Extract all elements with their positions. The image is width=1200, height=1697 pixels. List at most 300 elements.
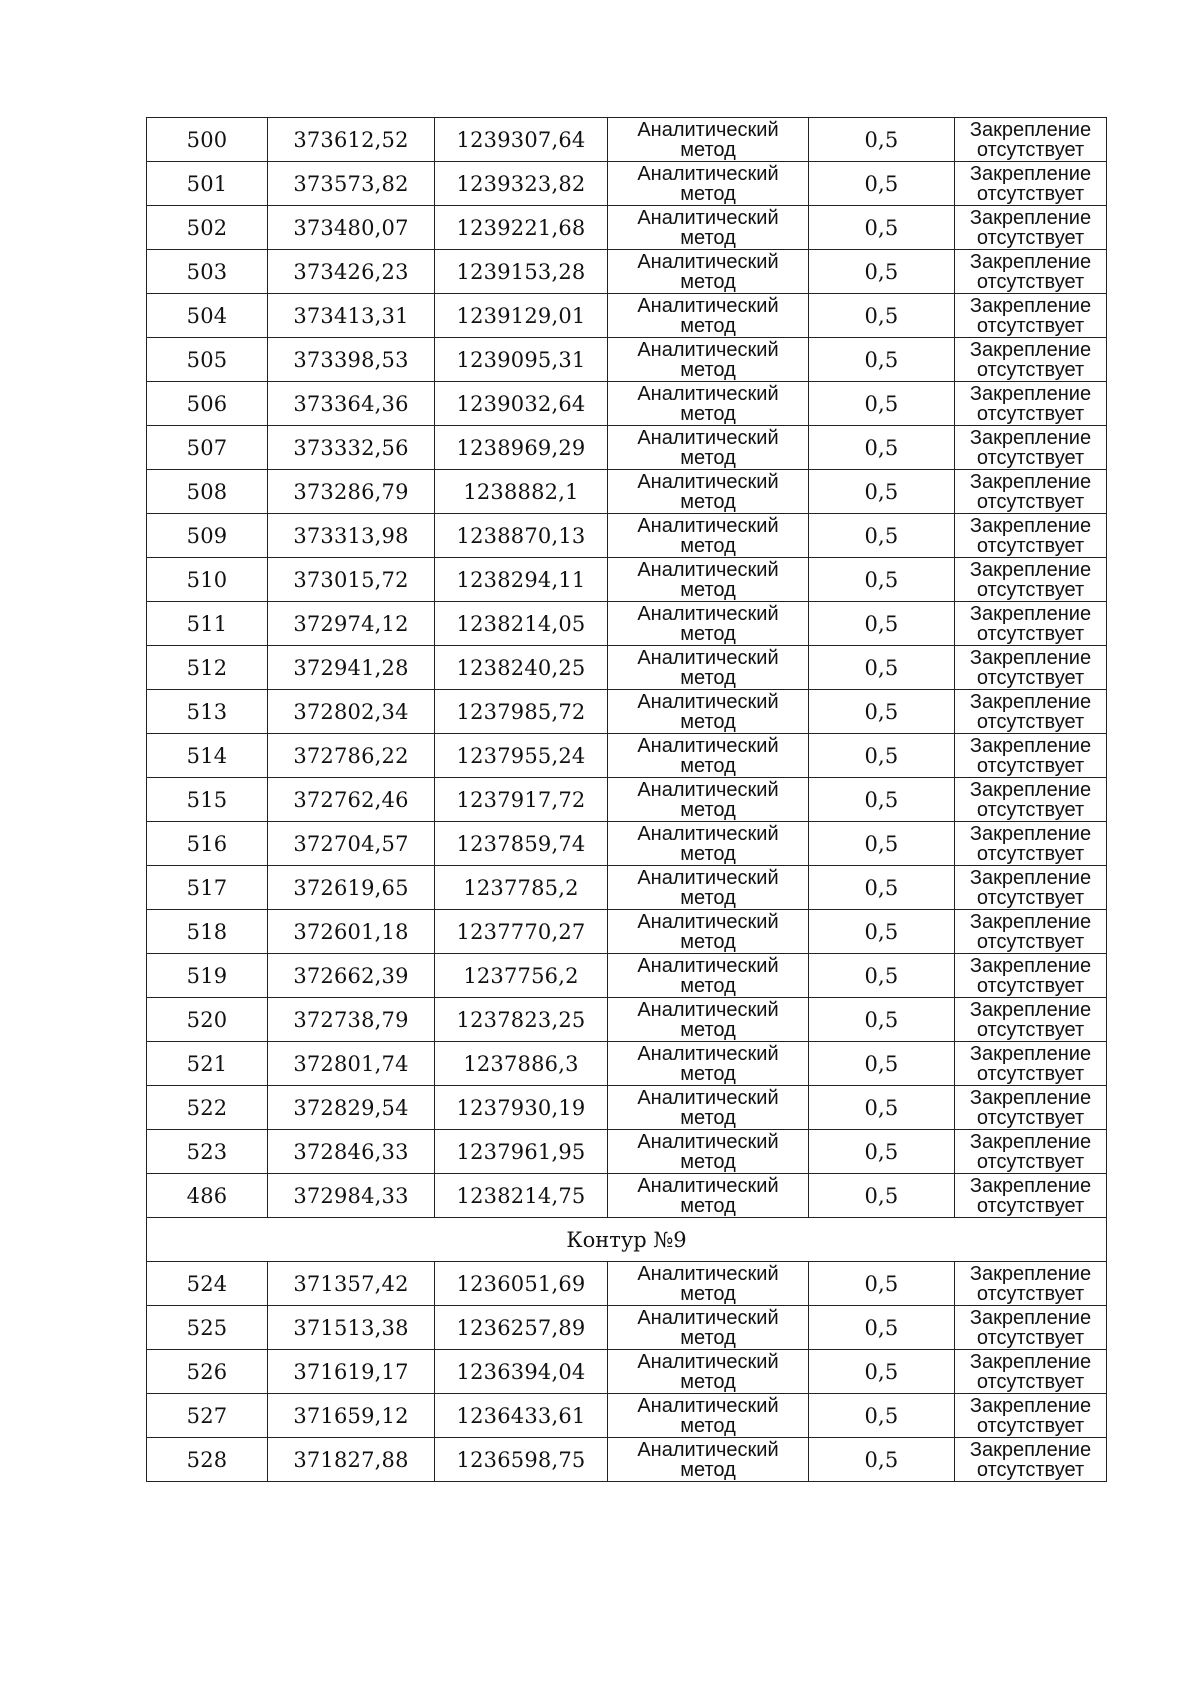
y-coordinate-cell: 1237770,27 (435, 910, 608, 954)
fixation-cell (955, 690, 1107, 734)
fixation-cell-line-1: Закрепление (969, 1262, 1092, 1285)
method-cell (608, 822, 809, 866)
fixation-cell-line-1: Закрепление (969, 1130, 1092, 1153)
method-cell (608, 1086, 809, 1130)
table-row (147, 1130, 1107, 1174)
method-cell-line-2: метод (680, 402, 736, 425)
method-cell-line-2: метод (680, 886, 736, 909)
method-cell-line-1: Аналитический (637, 602, 779, 625)
y-coordinate-cell: 1238969,29 (435, 426, 608, 470)
method-cell-line-1: Аналитический (637, 822, 779, 845)
fixation-cell-line-1: Закрепление (969, 998, 1092, 1021)
y-coordinate-cell: 1237785,2 (435, 866, 608, 910)
accuracy-cell: 0,5 (809, 954, 955, 998)
fixation-cell-line-2: отсутствует (976, 402, 1085, 425)
fixation-cell-line-1: Закрепление (969, 602, 1092, 625)
x-coordinate-cell: 372974,12 (268, 602, 435, 646)
fixation-cell (955, 206, 1107, 250)
method-cell (608, 602, 809, 646)
fixation-cell-line-1: Закрепление (969, 822, 1092, 845)
x-coordinate-cell: 373480,07 (268, 206, 435, 250)
accuracy-cell: 0,5 (809, 778, 955, 822)
accuracy-cell: 0,5 (809, 1042, 955, 1086)
x-coordinate-cell: 373364,36 (268, 382, 435, 426)
method-cell (608, 118, 809, 162)
method-cell-line-2: метод (680, 622, 736, 645)
table-row (147, 470, 1107, 514)
table-row (147, 866, 1107, 910)
method-cell-line-2: метод (680, 270, 736, 293)
fixation-cell-line-2: отсутствует (976, 1018, 1085, 1041)
point-number-cell: 522 (147, 1086, 268, 1130)
x-coordinate-cell: 372704,57 (268, 822, 435, 866)
method-cell-line-1: Аналитический (637, 910, 779, 933)
y-coordinate-cell: 1238240,25 (435, 646, 608, 690)
table-row (147, 1086, 1107, 1130)
x-coordinate-cell: 371513,38 (268, 1306, 435, 1350)
y-coordinate-cell: 1237823,25 (435, 998, 608, 1042)
fixation-cell-line-1: Закрепление (969, 558, 1092, 581)
fixation-cell (955, 118, 1107, 162)
method-cell-line-2: метод (680, 710, 736, 733)
fixation-cell-line-2: отсутствует (976, 754, 1085, 777)
fixation-cell-line-2: отсутствует (976, 138, 1085, 161)
method-cell-line-2: метод (680, 534, 736, 557)
x-coordinate-cell: 371659,12 (268, 1394, 435, 1438)
table-row (147, 646, 1107, 690)
table-row (147, 206, 1107, 250)
point-number-cell: 506 (147, 382, 268, 426)
method-cell-line-2: метод (680, 138, 736, 161)
point-number-cell: 509 (147, 514, 268, 558)
point-number-cell: 510 (147, 558, 268, 602)
method-cell-line-1: Аналитический (637, 250, 779, 273)
method-cell-line-1: Аналитический (637, 382, 779, 405)
table-row (147, 1438, 1107, 1482)
fixation-cell-line-1: Закрепление (969, 1394, 1092, 1417)
accuracy-cell: 0,5 (809, 602, 955, 646)
fixation-cell-line-1: Закрепление (969, 1350, 1092, 1373)
accuracy-cell: 0,5 (809, 250, 955, 294)
method-cell-line-2: метод (680, 1326, 736, 1349)
fixation-cell-line-2: отсутствует (976, 1414, 1085, 1437)
fixation-cell (955, 602, 1107, 646)
point-number-cell: 500 (147, 118, 268, 162)
method-cell-line-2: метод (680, 1414, 736, 1437)
method-cell-line-1: Аналитический (637, 1438, 779, 1461)
table-row (147, 1262, 1107, 1306)
fixation-cell (955, 1306, 1107, 1350)
method-cell (608, 778, 809, 822)
method-cell-line-2: метод (680, 1062, 736, 1085)
fixation-cell-line-1: Закрепление (969, 338, 1092, 361)
method-cell (608, 470, 809, 514)
section-row (147, 1218, 1107, 1262)
x-coordinate-cell: 373612,52 (268, 118, 435, 162)
fixation-cell-line-2: отсутствует (976, 1458, 1085, 1481)
method-cell-line-2: метод (680, 754, 736, 777)
accuracy-cell: 0,5 (809, 1350, 955, 1394)
point-number-cell: 486 (147, 1174, 268, 1218)
fixation-cell-line-1: Закрепление (969, 470, 1092, 493)
method-cell-line-2: метод (680, 1194, 736, 1217)
method-cell-line-1: Аналитический (637, 294, 779, 317)
y-coordinate-cell: 1238214,05 (435, 602, 608, 646)
fixation-cell (955, 646, 1107, 690)
fixation-cell-line-2: отсутствует (976, 270, 1085, 293)
accuracy-cell: 0,5 (809, 1262, 955, 1306)
table-row (147, 294, 1107, 338)
fixation-cell-line-2: отсутствует (976, 1370, 1085, 1393)
method-cell-line-1: Аналитический (637, 690, 779, 713)
fixation-cell-line-2: отсутствует (976, 930, 1085, 953)
fixation-cell (955, 382, 1107, 426)
method-cell (608, 426, 809, 470)
x-coordinate-cell: 372984,33 (268, 1174, 435, 1218)
method-cell (608, 1042, 809, 1086)
fixation-cell (955, 998, 1107, 1042)
table-row (147, 1394, 1107, 1438)
y-coordinate-cell: 1236598,75 (435, 1438, 608, 1482)
x-coordinate-cell: 373426,23 (268, 250, 435, 294)
fixation-cell (955, 866, 1107, 910)
method-cell-line-1: Аналитический (637, 646, 779, 669)
y-coordinate-cell: 1239129,01 (435, 294, 608, 338)
method-cell-line-1: Аналитический (637, 118, 779, 141)
method-cell-line-2: метод (680, 226, 736, 249)
fixation-cell-line-2: отсутствует (976, 578, 1085, 601)
fixation-cell-line-2: отсутствует (976, 446, 1085, 469)
accuracy-cell: 0,5 (809, 206, 955, 250)
table-row (147, 998, 1107, 1042)
method-cell (608, 338, 809, 382)
y-coordinate-cell: 1237955,24 (435, 734, 608, 778)
table-row (147, 382, 1107, 426)
point-number-cell: 527 (147, 1394, 268, 1438)
fixation-cell (955, 1438, 1107, 1482)
fixation-cell (955, 910, 1107, 954)
y-coordinate-cell: 1238870,13 (435, 514, 608, 558)
fixation-cell (955, 1262, 1107, 1306)
fixation-cell (955, 1394, 1107, 1438)
method-cell (608, 382, 809, 426)
point-number-cell: 514 (147, 734, 268, 778)
y-coordinate-cell: 1237930,19 (435, 1086, 608, 1130)
accuracy-cell: 0,5 (809, 690, 955, 734)
y-coordinate-cell: 1237859,74 (435, 822, 608, 866)
point-number-cell: 512 (147, 646, 268, 690)
table-row (147, 690, 1107, 734)
x-coordinate-cell: 372846,33 (268, 1130, 435, 1174)
y-coordinate-cell: 1239095,31 (435, 338, 608, 382)
fixation-cell-line-2: отсутствует (976, 974, 1085, 997)
method-cell-line-1: Аналитический (637, 470, 779, 493)
method-cell-line-2: метод (680, 1282, 736, 1305)
method-cell-line-1: Аналитический (637, 1086, 779, 1109)
y-coordinate-cell: 1238294,11 (435, 558, 608, 602)
point-number-cell: 505 (147, 338, 268, 382)
method-cell-line-1: Аналитический (637, 1306, 779, 1329)
x-coordinate-cell: 373313,98 (268, 514, 435, 558)
table-row (147, 162, 1107, 206)
fixation-cell (955, 734, 1107, 778)
fixation-cell (955, 778, 1107, 822)
fixation-cell (955, 1174, 1107, 1218)
fixation-cell-line-1: Закрепление (969, 866, 1092, 889)
point-number-cell: 515 (147, 778, 268, 822)
fixation-cell-line-2: отсутствует (976, 886, 1085, 909)
method-cell-line-2: метод (680, 1458, 736, 1481)
fixation-cell-line-1: Закрепление (969, 162, 1092, 185)
point-number-cell: 518 (147, 910, 268, 954)
coordinates-table (146, 117, 1107, 1482)
method-cell (608, 734, 809, 778)
fixation-cell-line-1: Закрепление (969, 294, 1092, 317)
table-row (147, 1306, 1107, 1350)
table-row (147, 602, 1107, 646)
fixation-cell (955, 1130, 1107, 1174)
x-coordinate-cell: 371827,88 (268, 1438, 435, 1482)
method-cell-line-2: метод (680, 1150, 736, 1173)
fixation-cell (955, 1042, 1107, 1086)
point-number-cell: 517 (147, 866, 268, 910)
accuracy-cell: 0,5 (809, 426, 955, 470)
fixation-cell (955, 426, 1107, 470)
y-coordinate-cell: 1237756,2 (435, 954, 608, 998)
method-cell-line-1: Аналитический (637, 734, 779, 757)
method-cell (608, 1130, 809, 1174)
fixation-cell-line-1: Закрепление (969, 1438, 1092, 1461)
fixation-cell (955, 558, 1107, 602)
y-coordinate-cell: 1237961,95 (435, 1130, 608, 1174)
fixation-cell-line-2: отсутствует (976, 1282, 1085, 1305)
table-row (147, 1350, 1107, 1394)
method-cell (608, 866, 809, 910)
method-cell-line-2: метод (680, 1370, 736, 1393)
method-cell-line-2: метод (680, 666, 736, 689)
method-cell-line-1: Аналитический (637, 866, 779, 889)
fixation-cell (955, 954, 1107, 998)
fixation-cell-line-1: Закрепление (969, 206, 1092, 229)
method-cell-line-1: Аналитический (637, 998, 779, 1021)
method-cell-line-2: метод (680, 314, 736, 337)
point-number-cell: 523 (147, 1130, 268, 1174)
fixation-cell-line-1: Закрепление (969, 118, 1092, 141)
method-cell-line-2: метод (680, 974, 736, 997)
method-cell-line-1: Аналитический (637, 954, 779, 977)
fixation-cell-line-2: отсутствует (976, 182, 1085, 205)
y-coordinate-cell: 1239032,64 (435, 382, 608, 426)
point-number-cell: 524 (147, 1262, 268, 1306)
point-number-cell: 519 (147, 954, 268, 998)
x-coordinate-cell: 372601,18 (268, 910, 435, 954)
accuracy-cell: 0,5 (809, 866, 955, 910)
fixation-cell-line-2: отсутствует (976, 1194, 1085, 1217)
fixation-cell-line-2: отсутствует (976, 358, 1085, 381)
accuracy-cell: 0,5 (809, 514, 955, 558)
accuracy-cell: 0,5 (809, 998, 955, 1042)
method-cell (608, 646, 809, 690)
accuracy-cell: 0,5 (809, 1086, 955, 1130)
method-cell-line-1: Аналитический (637, 778, 779, 801)
fixation-cell (955, 514, 1107, 558)
fixation-cell (955, 822, 1107, 866)
point-number-cell: 508 (147, 470, 268, 514)
accuracy-cell: 0,5 (809, 1394, 955, 1438)
method-cell (608, 514, 809, 558)
accuracy-cell: 0,5 (809, 734, 955, 778)
table-row (147, 1042, 1107, 1086)
method-cell-line-1: Аналитический (637, 1174, 779, 1197)
method-cell (608, 690, 809, 734)
x-coordinate-cell: 372941,28 (268, 646, 435, 690)
accuracy-cell: 0,5 (809, 382, 955, 426)
point-number-cell: 528 (147, 1438, 268, 1482)
fixation-cell-line-2: отсутствует (976, 534, 1085, 557)
table-row (147, 250, 1107, 294)
method-cell-line-2: метод (680, 842, 736, 865)
accuracy-cell: 0,5 (809, 822, 955, 866)
method-cell (608, 1306, 809, 1350)
method-cell-line-1: Аналитический (637, 1130, 779, 1153)
method-cell (608, 250, 809, 294)
table-row (147, 822, 1107, 866)
x-coordinate-cell: 371357,42 (268, 1262, 435, 1306)
method-cell-line-1: Аналитический (637, 162, 779, 185)
point-number-cell: 511 (147, 602, 268, 646)
coordinates-table-body (147, 118, 1107, 1482)
method-cell-line-1: Аналитический (637, 426, 779, 449)
method-cell-line-2: метод (680, 182, 736, 205)
point-number-cell: 507 (147, 426, 268, 470)
fixation-cell-line-1: Закрепление (969, 1042, 1092, 1065)
table-row (147, 1174, 1107, 1218)
method-cell (608, 1394, 809, 1438)
method-cell (608, 558, 809, 602)
fixation-cell-line-2: отсутствует (976, 226, 1085, 249)
method-cell-line-2: метод (680, 358, 736, 381)
y-coordinate-cell: 1236433,61 (435, 1394, 608, 1438)
accuracy-cell: 0,5 (809, 1438, 955, 1482)
accuracy-cell: 0,5 (809, 1130, 955, 1174)
fixation-cell (955, 470, 1107, 514)
y-coordinate-cell: 1239221,68 (435, 206, 608, 250)
method-cell-line-1: Аналитический (637, 1042, 779, 1065)
fixation-cell (955, 162, 1107, 206)
fixation-cell-line-1: Закрепление (969, 1086, 1092, 1109)
method-cell-line-2: метод (680, 578, 736, 601)
method-cell (608, 910, 809, 954)
accuracy-cell: 0,5 (809, 470, 955, 514)
table-row (147, 118, 1107, 162)
x-coordinate-cell: 372829,54 (268, 1086, 435, 1130)
point-number-cell: 520 (147, 998, 268, 1042)
fixation-cell (955, 250, 1107, 294)
x-coordinate-cell: 373413,31 (268, 294, 435, 338)
point-number-cell: 513 (147, 690, 268, 734)
method-cell (608, 1174, 809, 1218)
accuracy-cell: 0,5 (809, 118, 955, 162)
y-coordinate-cell: 1237917,72 (435, 778, 608, 822)
x-coordinate-cell: 372662,39 (268, 954, 435, 998)
method-cell (608, 206, 809, 250)
x-coordinate-cell: 372619,65 (268, 866, 435, 910)
fixation-cell-line-1: Закрепление (969, 734, 1092, 757)
point-number-cell: 516 (147, 822, 268, 866)
y-coordinate-cell: 1236394,04 (435, 1350, 608, 1394)
method-cell (608, 1438, 809, 1482)
y-coordinate-cell: 1237985,72 (435, 690, 608, 734)
table-row (147, 426, 1107, 470)
fixation-cell-line-2: отсутствует (976, 1150, 1085, 1173)
fixation-cell-line-1: Закрепление (969, 426, 1092, 449)
x-coordinate-cell: 372802,34 (268, 690, 435, 734)
method-cell (608, 294, 809, 338)
x-coordinate-cell: 373015,72 (268, 558, 435, 602)
x-coordinate-cell: 372762,46 (268, 778, 435, 822)
table-row (147, 910, 1107, 954)
method-cell-line-1: Аналитический (637, 558, 779, 581)
fixation-cell-line-2: отсутствует (976, 1062, 1085, 1085)
x-coordinate-cell: 372738,79 (268, 998, 435, 1042)
method-cell-line-1: Аналитический (637, 514, 779, 537)
section-title: Контур №9 (147, 1218, 1107, 1262)
fixation-cell-line-1: Закрепление (969, 382, 1092, 405)
point-number-cell: 503 (147, 250, 268, 294)
fixation-cell (955, 1086, 1107, 1130)
fixation-cell-line-1: Закрепление (969, 1174, 1092, 1197)
method-cell (608, 162, 809, 206)
y-coordinate-cell: 1239307,64 (435, 118, 608, 162)
x-coordinate-cell: 373332,56 (268, 426, 435, 470)
accuracy-cell: 0,5 (809, 338, 955, 382)
fixation-cell (955, 1350, 1107, 1394)
x-coordinate-cell: 373573,82 (268, 162, 435, 206)
fixation-cell (955, 294, 1107, 338)
x-coordinate-cell: 371619,17 (268, 1350, 435, 1394)
fixation-cell-line-1: Закрепление (969, 646, 1092, 669)
fixation-cell-line-1: Закрепление (969, 250, 1092, 273)
x-coordinate-cell: 373398,53 (268, 338, 435, 382)
method-cell-line-2: метод (680, 930, 736, 953)
table-row (147, 734, 1107, 778)
y-coordinate-cell: 1236051,69 (435, 1262, 608, 1306)
y-coordinate-cell: 1237886,3 (435, 1042, 608, 1086)
table-row (147, 778, 1107, 822)
point-number-cell: 504 (147, 294, 268, 338)
y-coordinate-cell: 1236257,89 (435, 1306, 608, 1350)
accuracy-cell: 0,5 (809, 558, 955, 602)
fixation-cell-line-2: отсутствует (976, 490, 1085, 513)
fixation-cell-line-2: отсутствует (976, 314, 1085, 337)
fixation-cell (955, 338, 1107, 382)
fixation-cell-line-2: отсутствует (976, 842, 1085, 865)
fixation-cell-line-1: Закрепление (969, 954, 1092, 977)
method-cell-line-2: метод (680, 798, 736, 821)
table-row (147, 338, 1107, 382)
y-coordinate-cell: 1238214,75 (435, 1174, 608, 1218)
x-coordinate-cell: 373286,79 (268, 470, 435, 514)
x-coordinate-cell: 372786,22 (268, 734, 435, 778)
point-number-cell: 521 (147, 1042, 268, 1086)
method-cell (608, 998, 809, 1042)
y-coordinate-cell: 1239323,82 (435, 162, 608, 206)
accuracy-cell: 0,5 (809, 910, 955, 954)
method-cell-line-1: Аналитический (637, 1394, 779, 1417)
point-number-cell: 526 (147, 1350, 268, 1394)
table-row (147, 514, 1107, 558)
method-cell-line-1: Аналитический (637, 338, 779, 361)
